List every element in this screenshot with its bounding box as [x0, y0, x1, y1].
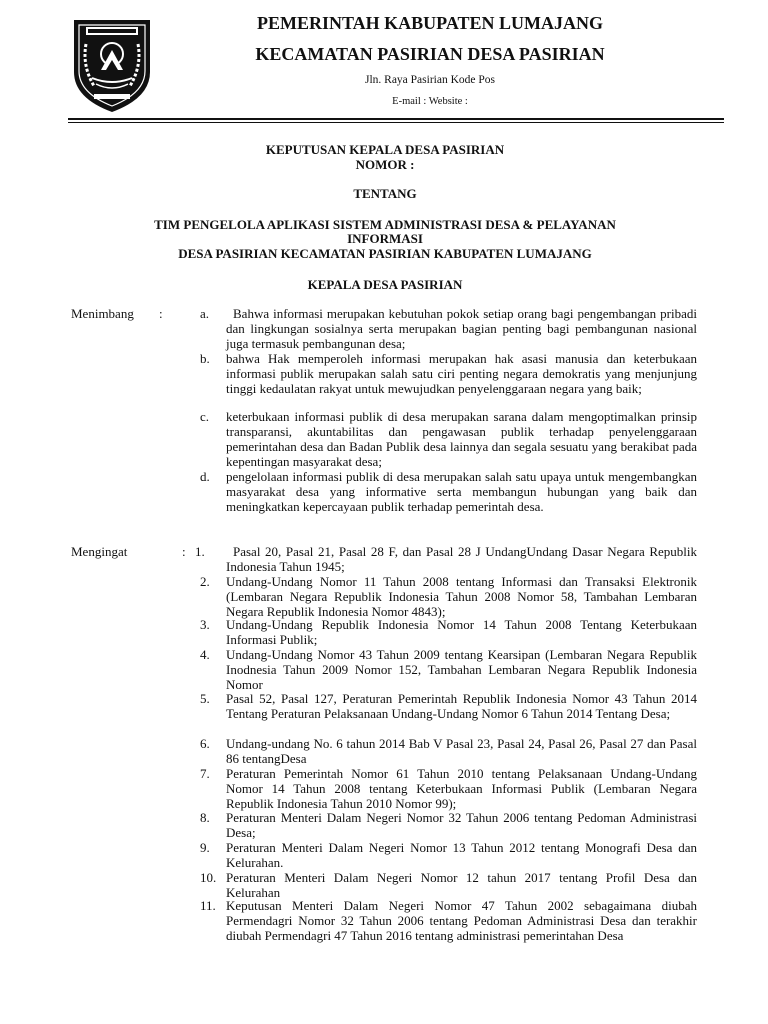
- emblem-shield-icon: [70, 14, 154, 114]
- subject-line-1: TIM PENGELOLA APLIKASI SISTEM ADMINISTRASI DESA & PELAYANAN: [154, 217, 616, 232]
- considering-label: Menimbang: [71, 306, 134, 321]
- item-marker: b.: [200, 351, 210, 366]
- item-marker: 2.: [200, 574, 210, 589]
- letterhead-contact: E-mail : Website :: [392, 96, 468, 107]
- recalling-label: Mengingat: [71, 544, 128, 559]
- recalling-colon: :: [182, 544, 186, 559]
- item-text: Keputusan Menteri Dalam Negeri Nomor 47 Tahun 2002 sebagaimana diubah Permendagri Nomor 32 Tahun 2006 tentang Pedoman Administrasi Desa dan terakhir diubah Permendagri 47 Tahun 2016 tentang administrasi pemerintahan Desa: [226, 898, 697, 943]
- item-text: Bahwa informasi merupakan kebutuhan pokok setiap orang bagi pengembangan pribadi dan lingkungan sosialnya serta merupakan bagian penting bagi pembangunan nasional juga termasuk pembangunan desa;: [226, 306, 697, 351]
- item-marker: 7.: [200, 766, 210, 781]
- item-text: Peraturan Menteri Dalam Negeri Nomor 32 Tahun 2006 tentang Pedoman Administrasi Desa;: [226, 810, 697, 840]
- letterhead-government: PEMERINTAH KABUPATEN LUMAJANG: [257, 13, 603, 33]
- item-text: Undang-Undang Nomor 43 Tahun 2009 tentang Kearsipan (Lembaran Negara Republik Inodnesia Tahun 2009 Nomor 152, Tambahan Lembaran Negara Republik Indonesia Nomor: [226, 647, 697, 692]
- item-marker: 1.: [195, 544, 205, 559]
- item-text: Peraturan Menteri Dalam Negeri Nomor 12 tahun 2017 tentang Profil Desa dan Kelurahan: [226, 870, 697, 900]
- item-marker: 10.: [200, 870, 217, 885]
- item-marker: 4.: [200, 647, 210, 662]
- item-marker: 11.: [200, 898, 216, 913]
- item-text: Peraturan Menteri Dalam Negeri Nomor 13 Tahun 2012 tentang Monografi Desa dan Kelurahan.: [226, 840, 697, 870]
- letterhead-village: KECAMATAN PASIRIAN DESA PASIRIAN: [255, 44, 605, 64]
- item-text: Pasal 20, Pasal 21, Pasal 28 F, dan Pasal 28 J UndangUndang Dasar Negara Republik Indonesia Tahun 1945;: [226, 544, 697, 574]
- item-marker: 9.: [200, 840, 210, 855]
- item-marker: c.: [200, 409, 210, 424]
- item-text: Undang-undang No. 6 tahun 2014 Bab V Pasal 23, Pasal 24, Pasal 26, Pasal 27 dan Pasal 86 tentangDesa: [226, 736, 697, 766]
- item-marker: d.: [200, 469, 210, 484]
- item-marker: 5.: [200, 691, 210, 706]
- decision-number: NOMOR :: [355, 157, 415, 172]
- authority-heading: KEPALA DESA PASIRIAN: [307, 277, 463, 292]
- subject-line-2: INFORMASI: [347, 231, 423, 246]
- subject-line-3: DESA PASIRIAN KECAMATAN PASIRIAN KABUPATEN LUMAJANG: [178, 246, 592, 261]
- item-marker: 6.: [200, 736, 210, 751]
- item-marker: 8.: [200, 810, 210, 825]
- item-text: Undang-Undang Nomor 11 Tahun 2008 tentang Informasi dan Transaksi Elektronik (Lembaran Negara Republik Indonesia Tahun 2008 Nomor 58, Tambahan Lembaran Negara Republik Indonesia Nomor 4843);: [226, 574, 697, 619]
- item-text: bahwa Hak memperoleh informasi merupakan hak asasi manusia dan keterbukaan informasi publik merupakan salah satu ciri penting negara demokratis yang menjunjung tinggi kedaulatan rakyat untuk mewujudkan penyelenggaraan negara yang baik;: [226, 351, 697, 396]
- considering-colon: :: [159, 306, 163, 321]
- about-heading: TENTANG: [353, 186, 417, 201]
- item-marker: a.: [200, 306, 210, 321]
- item-text: pengelolaan informasi publik di desa merupakan salah satu upaya untuk mengembangkan masyarakat desa yang informative serta membangun hubungan yang baik dan meningkatkan kepercayaan publik terhadap pemerintah desa.: [226, 469, 697, 514]
- item-text: keterbukaan informasi publik di desa merupakan sarana dalam mengoptimalkan prinsip transparansi, akuntabilitas dan pengawasan publik terhadap penyelenggaraan pemerintahan desa dan Badan Publik desa lainnya dan segala sesuatu yang berakibat pada kepentingan masyarakat desa;: [226, 409, 697, 469]
- regency-emblem: [70, 14, 154, 114]
- letterhead-address: Jln. Raya Pasirian Kode Pos: [364, 74, 495, 86]
- item-marker: 3.: [200, 617, 210, 632]
- item-text: Peraturan Pemerintah Nomor 61 Tahun 2010 tentang Pelaksanaan Undang-Undang Nomor 14 Tahun 2008 tentang Keterbukaan Informasi Publik (Lembaran Negara Republik Indonesia Tahun 2010 Nomor 99);: [226, 766, 697, 811]
- letterhead-divider: [68, 118, 724, 120]
- item-text: Pasal 52, Pasal 127, Peraturan Pemerintah Republik Indonesia Nomor 43 Tahun 2014 Tentang Peraturan Pelaksanaan Undang-Undang Nomor 6 Tahun 2014 Tentang Desa;: [226, 691, 697, 721]
- decision-title: KEPUTUSAN KEPALA DESA PASIRIAN: [265, 142, 505, 157]
- letterhead-divider-thin: [68, 122, 724, 123]
- item-text: Undang-Undang Republik Indonesia Nomor 14 Tahun 2008 Tentang Keterbukaan Informasi Publik;: [226, 617, 697, 647]
